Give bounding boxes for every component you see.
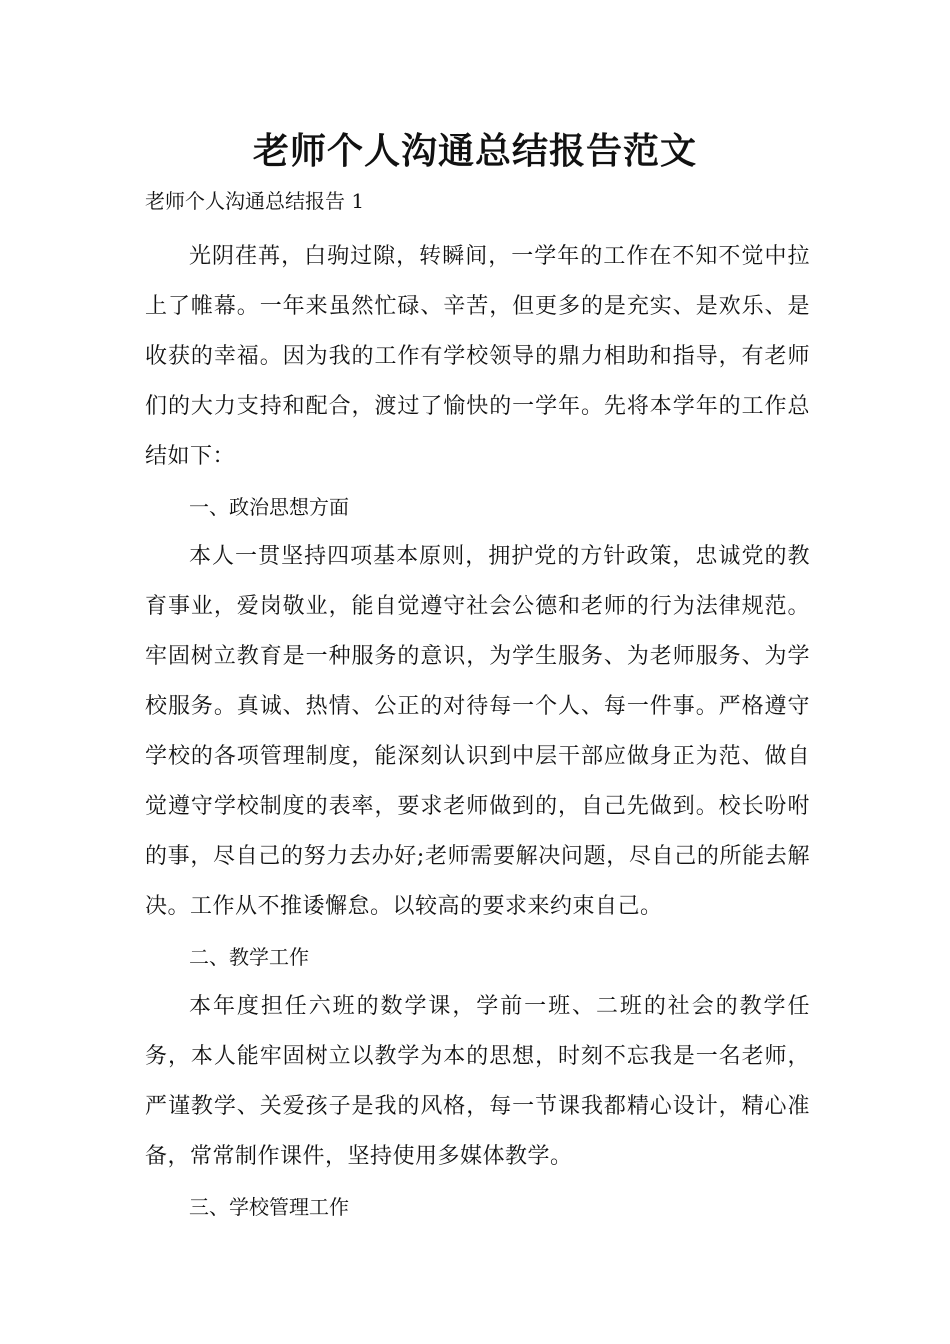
paragraph-teaching: 本年度担任六班的数学课，学前一班、二班的社会的教学任务，本人能牢固树立以教学为本的思想，时刻不忘我是一名老师，严谨教学、关爱孩子是我的风格，每一节课我都精心设计，精心准备，常常制作课件，坚持使用多媒体教学。 <box>145 994 810 1169</box>
section-heading-teaching: 二、教学工作 <box>189 945 309 969</box>
paragraph-politics: 本人一贯坚持四项基本原则，拥护党的方针政策，忠诚党的教育事业，爱岗敬业，能自觉遵守社会公德和老师的行为法律规范。牢固树立教育是一种服务的意识，为学生服务、为老师服务、为学校服务。真诚、热情、公正的对待每一个人、每一件事。严格遵守学校的各项管理制度，能深刻认识到中层干部应做身正为范、做自觉遵守学校制度的表率，要求老师做到的，自己先做到。校长吩咐的事，尽自己的努力去办好;老师需要解决问题，尽自己的所能去解决。工作从不推诿懈怠。以较高的要求来约束自己。 <box>145 544 810 919</box>
document-body <box>145 232 810 1232</box>
section-heading-management: 三、学校管理工作 <box>189 1195 349 1219</box>
section-heading-politics: 一、政治思想方面 <box>189 495 349 519</box>
document-title: 老师个人沟通总结报告范文 <box>252 131 697 172</box>
paragraph-intro: 光阴荏苒，白驹过隙，转瞬间，一学年的工作在不知不觉中拉上了帷幕。一年来虽然忙碌、辛苦，但更多的是充实、是欢乐、是收获的幸福。因为我的工作有学校领导的鼎力相助和指导，有老师们的大力支持和配合，渡过了愉快的一学年。先将本学年的工作总结如下： <box>145 244 810 469</box>
document-subtitle: 老师个人沟通总结报告 1 <box>145 189 365 213</box>
